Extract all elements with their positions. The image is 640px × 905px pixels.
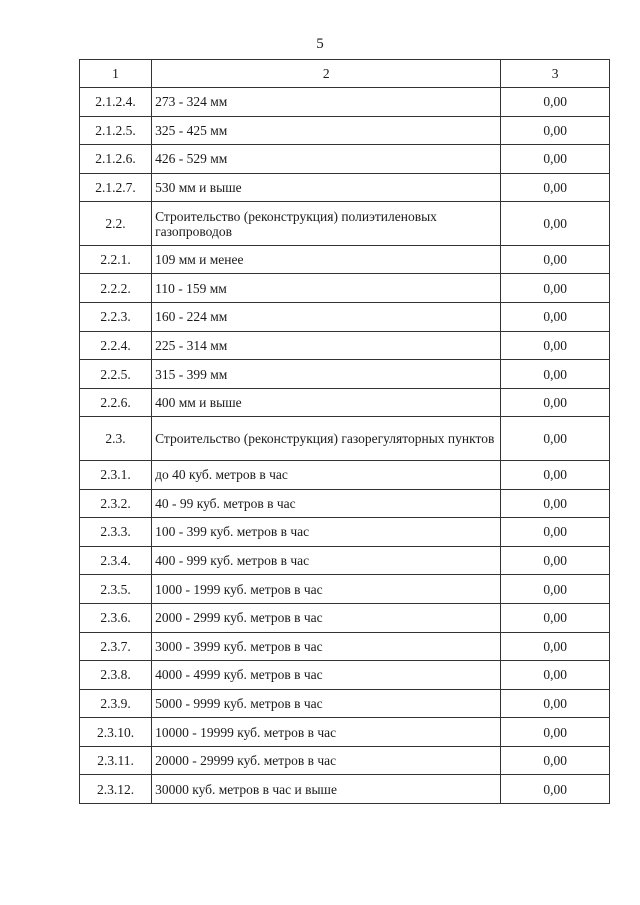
row-number-cell: 2.3.8. [80,661,152,690]
row-value-cell: 0,00 [501,489,610,518]
row-value-cell: 0,00 [501,518,610,547]
row-number-cell: 2.2.4. [80,331,152,360]
row-description-cell: 273 - 324 мм [152,88,501,117]
row-description-cell: 160 - 224 мм [152,303,501,332]
row-number-cell: 2.1.2.4. [80,88,152,117]
row-description-cell: 10000 - 19999 куб. метров в час [152,718,501,747]
row-number-cell: 2.2.6. [80,388,152,417]
row-value-cell: 0,00 [501,360,610,389]
table-row [80,88,610,117]
row-number-cell: 2.2. [80,202,152,246]
row-number-cell: 2.2.3. [80,303,152,332]
row-description-cell: 110 - 159 мм [152,274,501,303]
row-value-cell: 0,00 [501,274,610,303]
row-number-cell: 2.3.12. [80,775,152,804]
table-row [80,145,610,174]
table-row [80,245,610,274]
table-row [80,489,610,518]
row-value-cell: 0,00 [501,460,610,489]
row-value-cell: 0,00 [501,718,610,747]
row-number-cell: 2.3.5. [80,575,152,604]
row-value-cell: 0,00 [501,331,610,360]
table-row [80,546,610,575]
row-number-cell: 2.3.11. [80,746,152,775]
row-value-cell: 0,00 [501,116,610,145]
row-description-cell: 4000 - 4999 куб. метров в час [152,661,501,690]
row-value-cell: 0,00 [501,202,610,246]
row-description-cell: 40 - 99 куб. метров в час [152,489,501,518]
row-description-cell: 530 мм и выше [152,173,501,202]
row-number-cell: 2.2.2. [80,274,152,303]
row-number-cell: 2.1.2.5. [80,116,152,145]
row-description-cell: 225 - 314 мм [152,331,501,360]
row-value-cell: 0,00 [501,173,610,202]
row-description-cell: Строительство (реконструкция) полиэтиленовых газопроводов [152,202,501,246]
table-header-row [80,60,610,88]
table-row [80,575,610,604]
row-number-cell: 2.1.2.6. [80,145,152,174]
table-row [80,632,610,661]
row-number-cell: 2.3. [80,417,152,461]
row-value-cell: 0,00 [501,746,610,775]
table-row [80,303,610,332]
row-number-cell: 2.3.6. [80,603,152,632]
header-col-3: 3 [501,60,610,88]
row-number-cell: 2.3.7. [80,632,152,661]
row-number-cell: 2.3.1. [80,460,152,489]
page-number: 5 [316,36,324,52]
table-row [80,689,610,718]
row-description-cell: 400 - 999 куб. метров в час [152,546,501,575]
row-description-cell: 5000 - 9999 куб. метров в час [152,689,501,718]
row-description-cell: до 40 куб. метров в час [152,460,501,489]
table-row [80,274,610,303]
header-col-2: 2 [152,60,501,88]
row-number-cell: 2.3.9. [80,689,152,718]
row-description-cell: 325 - 425 мм [152,116,501,145]
row-description-cell: 1000 - 1999 куб. метров в час [152,575,501,604]
row-value-cell: 0,00 [501,245,610,274]
row-value-cell: 0,00 [501,689,610,718]
row-description-cell: 315 - 399 мм [152,360,501,389]
row-description-cell: 109 мм и менее [152,245,501,274]
row-description-cell: 2000 - 2999 куб. метров в час [152,603,501,632]
row-number-cell: 2.2.5. [80,360,152,389]
row-value-cell: 0,00 [501,303,610,332]
row-value-cell: 0,00 [501,388,610,417]
row-description-cell: 426 - 529 мм [152,145,501,174]
row-description-cell: 3000 - 3999 куб. метров в час [152,632,501,661]
row-value-cell: 0,00 [501,661,610,690]
table-row [80,360,610,389]
row-value-cell: 0,00 [501,417,610,461]
table-row [80,173,610,202]
table-row [80,603,610,632]
row-value-cell: 0,00 [501,546,610,575]
row-number-cell: 2.3.2. [80,489,152,518]
table-row [80,460,610,489]
table-body [80,60,610,804]
row-value-cell: 0,00 [501,603,610,632]
row-description-cell: 20000 - 29999 куб. метров в час [152,746,501,775]
row-value-cell: 0,00 [501,145,610,174]
row-description-cell: 100 - 399 куб. метров в час [152,518,501,547]
table-row [80,718,610,747]
table-row [80,202,610,246]
row-description-cell: Строительство (реконструкция) газорегуляторных пунктов [152,417,501,461]
table-row [80,388,610,417]
table-row [80,518,610,547]
table-row [80,775,610,804]
tariff-table [79,59,610,804]
table-row [80,746,610,775]
row-value-cell: 0,00 [501,88,610,117]
row-value-cell: 0,00 [501,632,610,661]
row-description-cell: 30000 куб. метров в час и выше [152,775,501,804]
row-number-cell: 2.2.1. [80,245,152,274]
row-number-cell: 2.1.2.7. [80,173,152,202]
row-number-cell: 2.3.4. [80,546,152,575]
row-value-cell: 0,00 [501,775,610,804]
row-description-cell: 400 мм и выше [152,388,501,417]
table-row [80,116,610,145]
table-row [80,417,610,461]
table-row [80,331,610,360]
table-row [80,661,610,690]
row-value-cell: 0,00 [501,575,610,604]
row-number-cell: 2.3.10. [80,718,152,747]
header-col-1: 1 [80,60,152,88]
row-number-cell: 2.3.3. [80,518,152,547]
